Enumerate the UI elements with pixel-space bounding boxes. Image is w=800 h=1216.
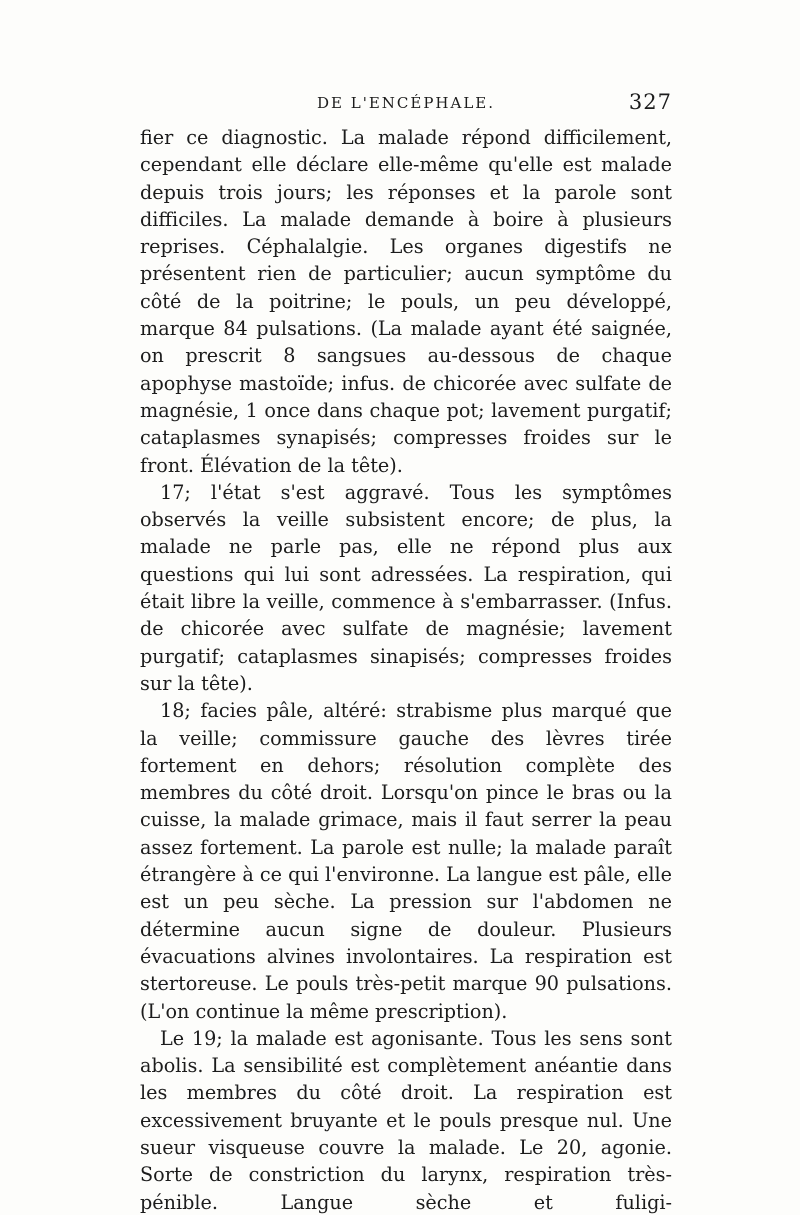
running-head: DE L'ENCÉPHALE. — [316, 94, 495, 112]
paragraph-continuation: fier ce diagnostic. La malade répond difficilement, cependant elle déclare elle-même qu'elle est malade depuis trois jours; les réponses et la parole sont difficiles. La malade demande à boire à plusieurs reprises. Céphalalgie. Les organes digestifs ne présentent rien de particulier; aucun symptôme du côté de la poitrine; le pouls, un peu développé, marque 84 pulsations. (La malade ayant été saignée, on prescrit 8 sangsues au-dessous de chaque apophyse mastoïde; infus. de chicorée avec sulfate de magnésie, 1 once dans chaque pot; lavement purgatif; cataplasmes synapisés; compresses froides sur le front. Élévation de la tête). — [140, 126, 672, 477]
body-text — [140, 124, 672, 1216]
paragraph-day-17: 17; l'état s'est aggravé. Tous les symptômes observés la veille subsistent encore; de plus, la malade ne parle pas, elle ne répond plus aux questions qui lui sont adressées. La respiration, qui était libre la veille, commence à s'embarrasser. (Infus. de chicorée avec sulfate de magnésie; lavement purgatif; cataplasmes sinapisés; compresses froides sur la tête). — [140, 480, 672, 695]
paragraph-day-19: Le 19; la malade est agonisante. Tous les sens sont abolis. La sensibilité est complètement anéantie dans les membres du côté droit. La respiration est excessivement bruyante et le pouls presque nul. Une sueur visqueuse couvre la malade. Le 20, agonie. Sorte de constriction du larynx, respiration très-pénible. Langue sèche et fuligi- — [140, 1026, 672, 1214]
page-number: 327 — [628, 90, 672, 114]
page-header — [140, 90, 672, 124]
paragraph-day-18: 18; facies pâle, altéré: strabisme plus marqué que la veille; commissure gauche des lèvres tirée fortement en dehors; résolution complète des membres du côté droit. Lorsqu'on pince le bras ou la cuisse, la malade grimace, mais il faut serrer la peau assez fortement. La parole est nulle; la malade paraît étrangère à ce qui l'environne. La langue est pâle, elle est un peu sèche. La pression sur l'abdomen ne détermine aucun signe de douleur. Plusieurs évacuations alvines involontaires. La respiration est stertoreuse. Le pouls très-petit marque 90 pulsations. (L'on continue la même prescription). — [140, 699, 672, 1023]
